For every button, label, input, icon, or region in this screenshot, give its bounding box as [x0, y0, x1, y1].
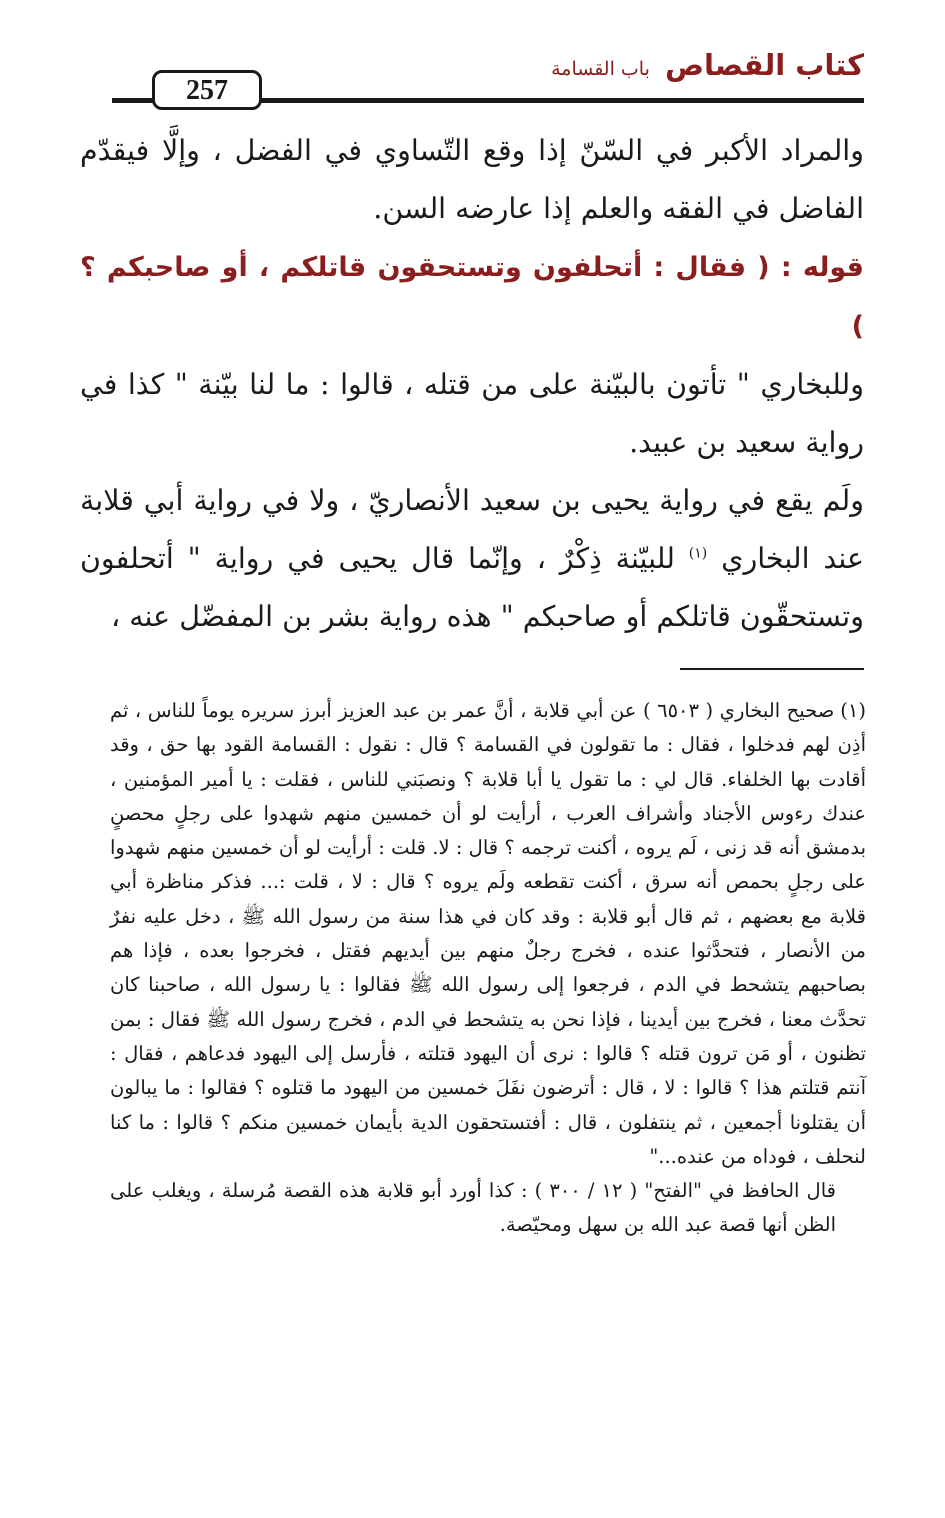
footnotes — [110, 694, 866, 1243]
running-head — [551, 48, 864, 82]
page-number: 257 — [152, 70, 262, 110]
book-title: كتاب القصاص — [664, 48, 864, 82]
footnote-1 — [110, 694, 866, 1174]
page-header — [112, 48, 864, 110]
paragraph-3: وللبخاري " تأتون بالبيّنة على من قتله ، قالوا : ما لنا بيّنة " كذا في رواية سعيد بن عبيد. — [80, 368, 864, 459]
main-text — [80, 122, 864, 646]
footnote-separator — [680, 668, 864, 670]
footnote-1-text: صحيح البخاري ( ٦٥٠٣ ) عن أبي قلابة ، أنَّ عمر بن عبد العزيز أبرز سريره يوماً للناس ، ثم أذِن لهم فدخلوا ، فقال : ما تقولون في القسامة ؟ قال : نقول : القسامة القود بها حق ، وقد أقادت بها الخلفاء. قال لي : ما تقول يا أبا قلابة ؟ ونصبَني للناس ، فقلت : يا أمير المؤمنين ، عندك رءوس الأجناد وأشراف العرب ، أرأيت لو أن خمسين منهم شهدوا على رجلٍ محصنٍ بدمشق أنه قد زنى ، لَم يروه ، أكنت ترجمه ؟ قال : لا. قلت : أرأيت لو أن خمسين منهم شهدوا على رجلٍ بحمص أنه سرق ، أكنت تقطعه ولَم يروه ؟ قال : لا ، قلت :... فذكر مناظرة أبي قلابة مع بعضهم ، ثم قال أبو قلابة : وقد كان في هذا سنة من رسول الله ﷺ ، دخل عليه نفرٌ من الأنصار ، فتحدَّثوا عنده ، فخرج رجلٌ منهم بين أيديهم فقتل ، فخرجوا بعده ، فإذا هم بصاحبهم يتشحط في الدم ، فرجعوا إلى رسول الله ﷺ فقالوا : يا رسول الله ، صاحبنا كان تحدَّث معنا ، فخرج بين أيدينا ، فإذا نحن به يتشحط في الدم ، فخرج رسول الله ﷺ فقال : بمن تظنون ، أو مَن ترون قتله ؟ قالوا : نرى أن اليهود قتلته ، فأرسل إلى اليهود فدعاهم ، فقال : آنتم قتلتم هذا ؟ قالوا : لا ، قال : أترضون نفَلَ خمسين من اليهود ما قتلوه ؟ فقالوا : ما يبالون أن يقتلونا أجمعين ، ثم ينتفلون ، قال : أفتستحقون الدية بأيمان خمسين منكم ؟ قالوا : ما كنا لنحلف ، فوداه من عنده..." — [110, 699, 866, 1168]
paragraph-4-part-a: ولَم يقع في رواية يحيى بن سعيد الأنصاريّ ، ولا في رواية أبي قلابة عند البخاري — [80, 484, 864, 575]
paragraph-2-heading — [80, 238, 864, 356]
paragraph-4-part-b: للبيّنة ذِكْرٌ ، وإنّما قال يحيى في رواية " أتحلفون وتستحقّون قاتلكم أو صاحبكم " هذه رواية بشر بن المفضّل عنه ، — [80, 542, 864, 633]
qawluh-heading: قوله : ( فقال : أتحلفون وتستحقون قاتلكم ، أو صاحبكم ؟ ) — [80, 252, 864, 342]
footnote-1-hafiz: قال الحافظ في "الفتح" ( ١٢ / ٣٠٠ ) : كذا أورد أبو قلابة هذه القصة مُرسلة ، ويغلب على الظن أنها قصة عبد الله بن سهل ومحيّصة. — [110, 1179, 836, 1237]
paragraph-4 — [80, 472, 864, 646]
paragraph-1: والمراد الأكبر في السّنّ إذا وقع التّساوي في الفضل ، وإلَّا فيقدّم الفاضل في الفقه والعلم إذا عارضه السن. — [80, 134, 864, 225]
footnote-marker: (١) — [840, 699, 866, 722]
chapter-title: باب القسامة — [551, 58, 650, 80]
footnote-reference: (١) — [688, 545, 708, 562]
